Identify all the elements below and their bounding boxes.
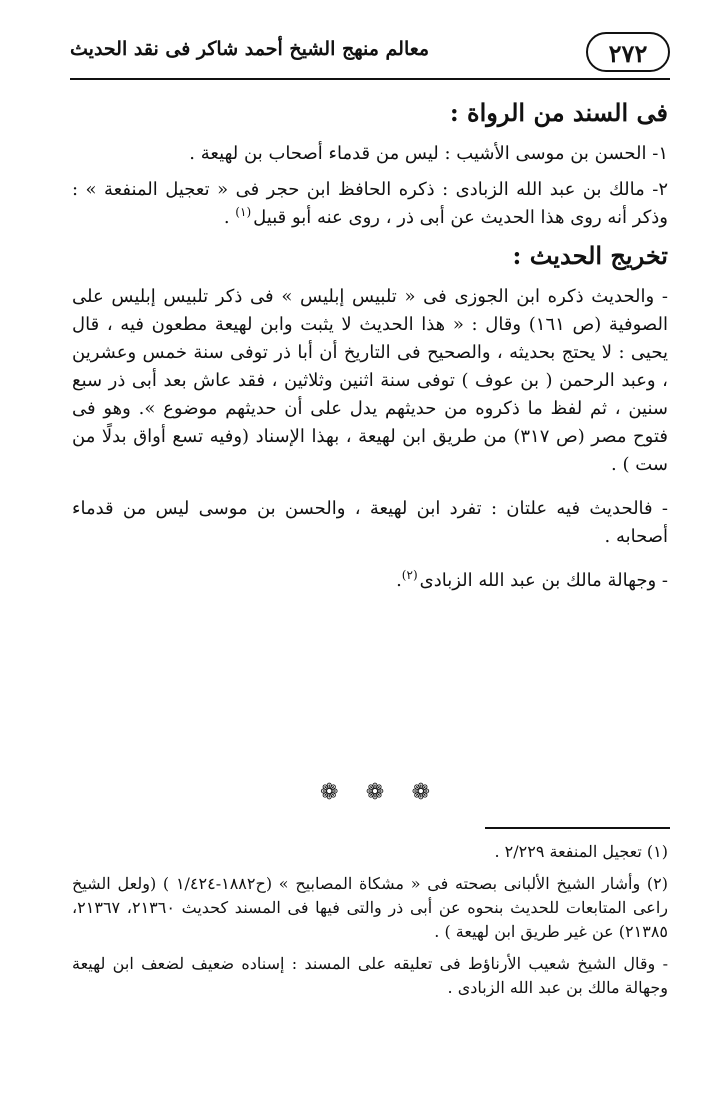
takhrij-paragraph: - والحديث ذكره ابن الجوزى فى « تلبيس إبليس » فى ذكر تلبيس إبليس على الصوفية (ص ١٦١) وقال : « هذا الحديث لا يثبت وابن لهيعة مطعون فيه ، قال يحيى : لا يحتج بحديثه ، والصحيح فى التاريخ أن أبا ذر توفى سنة خمس وعشرين ، وعبد الرحمن ( بن عوف ) توفى سنة اثنين وثلاثين ، فقد عاش بعد أبى ذر سبع سنين ، ثم لفظ ما ذكروه من حديثهم يدل على أن حديثهم موضوع ». وهو فى فتوح مصر (ص ٣١٧) من طريق ابن لهيعة ، بهذا الإسناد (وفيه تسع أواق بدلًا من ست ) .: [72, 286, 669, 475]
narrator-item-1: [72, 140, 668, 168]
running-title: معالم منهج الشيخ أحمد شاكر فى نقد الحديث: [70, 38, 430, 60]
flower-ornament-icon: ❁: [320, 780, 339, 805]
footnote-2: (٢) وأشار الشيخ الألبانى بصحته فى « مشكاة المصابيح » (ح١٨٨٢-١/٤٢٤ ) (ولعل الشيخ راعى المتابعات للحديث بنحوه عن أبى ذر والتى فيها فى المسند كحديث ٢١٣٦٠، ٢١٣٦٧، ٢١٣٨٥) عن غير طريق ابن لهيعة ) .: [72, 874, 669, 941]
spacer: [72, 168, 668, 176]
spacer: [72, 551, 668, 567]
footnotes: [72, 840, 668, 1000]
flower-ornament-icon: ❁: [365, 780, 385, 805]
footnote-1: (١) تعجيل المنفعة ٢/٢٢٩ .: [494, 842, 668, 861]
spacer: [72, 864, 668, 872]
illat-paragraph: - فالحديث فيه علتان : تفرد ابن لهيعة ، والحسن بن موسى ليس من قدماء أصحابه .: [72, 498, 668, 547]
narrator-text-1: ١- الحسن بن موسى الأشيب : ليس من قدماء أصحاب بن لهيعة .: [189, 143, 668, 164]
spacer: [72, 944, 668, 952]
footnote-separator: [485, 827, 670, 829]
page-header: [70, 32, 670, 86]
page-number: ٢٧٢: [586, 32, 670, 72]
footnote-ref-1[interactable]: (١): [235, 205, 252, 219]
narrator-list: [72, 140, 668, 233]
section-title-narrators: فى السند من الرواة :: [449, 98, 668, 127]
spacer: [72, 128, 668, 140]
narrator-item-2: [72, 176, 668, 233]
footnote-3: - وقال الشيخ شعيب الأرناؤط فى تعليقه على المسند : إسناده ضعيف لضعف ابن لهيعة وجهالة مالك بن عبد الله الزبادى .: [72, 954, 668, 997]
header-rule: [70, 78, 670, 80]
spacer: [72, 479, 668, 495]
narrator-text-2-end: .: [223, 207, 236, 228]
jahala-text: - وجهالة مالك بن عبد الله الزبادى: [419, 570, 668, 591]
flower-ornament-icon: ❁: [411, 780, 430, 805]
footnote-ref-2[interactable]: (٢): [401, 568, 418, 582]
spacer: [72, 233, 668, 241]
jahala-paragraph: [72, 567, 668, 596]
section-title-takhrij: تخريج الحديث :: [512, 241, 668, 270]
spacer: [72, 271, 668, 283]
narrator-text-2: ٢- مالك بن عبد الله الزبادى : ذكره الحافظ ابن حجر فى « تعجيل المنفعة » : وذكر أنه روى هذا الحديث عن أبى ذر ، روى عنه أبو قبيل: [72, 179, 668, 228]
section-ornament: [320, 781, 430, 805]
main-text: [72, 98, 668, 596]
jahala-end: .: [396, 570, 402, 591]
